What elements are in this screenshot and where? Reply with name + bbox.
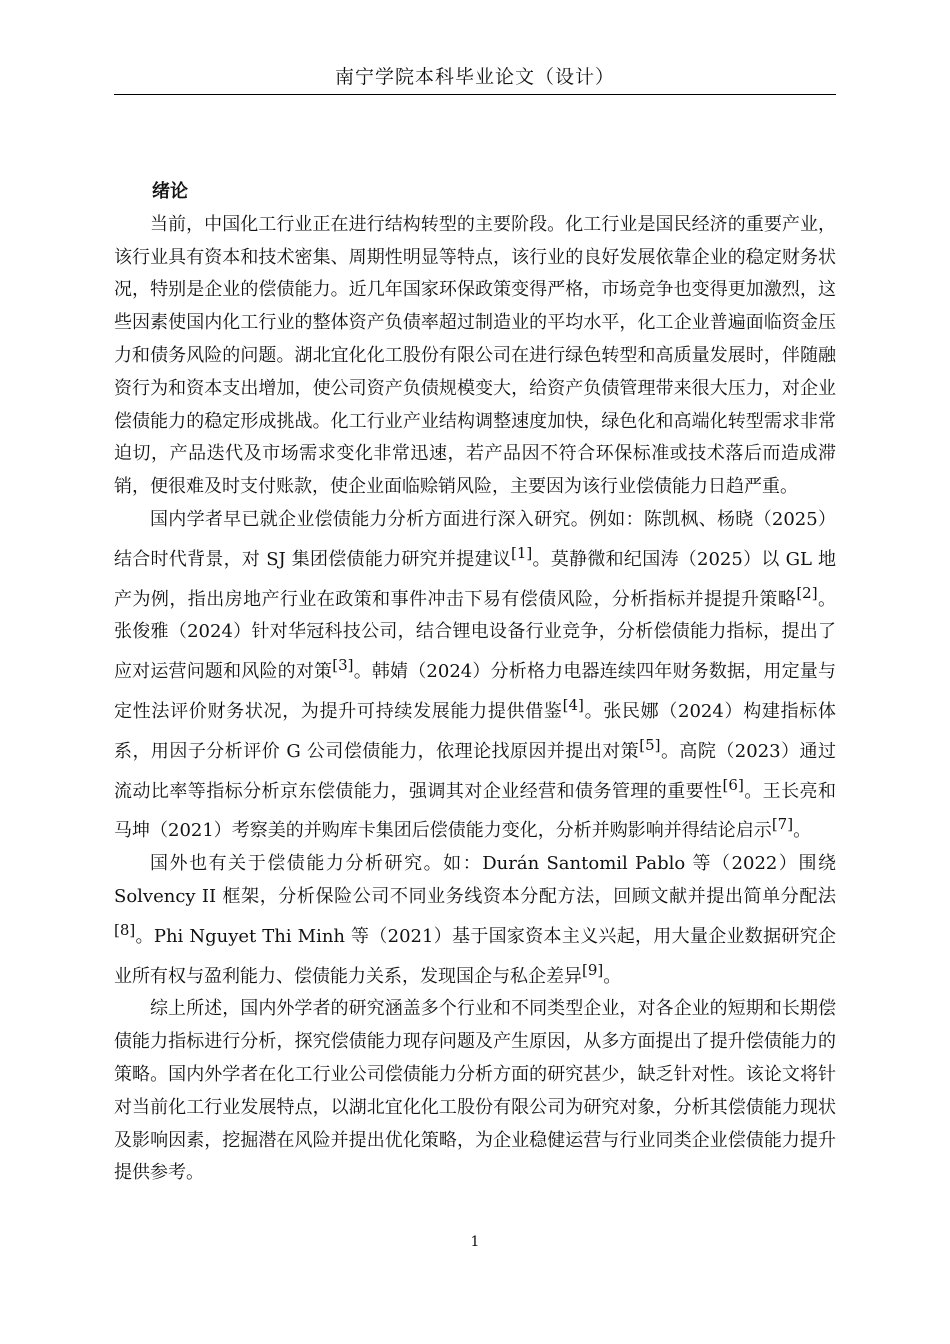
text-segment: 。张俊雅（2024）针对华冠科技公司，结合锂电设备行业竞争，分析偿债能力指标，提出了应对运营问题和风险的对策 [114,588,837,683]
citation-ref: [2] [796,583,818,602]
text-segment: 。高院（2023）通过流动比率等指标分析京东偿债能力，强调其对企业经营和债务管理的重要性 [114,740,836,802]
text-segment: 。莫静微和纪国涛（2025）以 GL 地产为例，指出房地产行业在政策和事件冲击下易有偿债风险，分析指标并提提升策略 [114,548,836,610]
citation-ref: [3] [332,656,354,675]
citation-ref: [1] [511,543,533,562]
text-segment: 。张民娜（2024）构建指标体系，用因子分析评价 G 公司偿债能力，依理论找原因并提出对策 [114,700,836,762]
paragraph-foreign-research [114,848,836,993]
text-segment: 。王长亮和马坤（2021）考察美的并购库卡集团后偿债能力变化，分析并购影响并得结论启示 [114,780,837,842]
text-segment: 。Phi Nguyet Thi Minh 等（2021）基于国家资本主义兴起，用大量企业数据研究企业所有权与盈利能力、偿债能力关系，发现国企与私企差异 [114,925,836,987]
text-segment: 。韩婧（2024）分析格力电器连续四年财务数据，用定量与定性法评价财务状况，为提升可持续发展能力提供借鉴 [114,661,836,722]
text-segment: 。 [793,820,812,842]
page-body [114,176,836,1190]
text-segment: 国内学者早已就企业偿债能力分析方面进行深入研究。例如：陈凯枫、杨晓（2025）结合时代背景，对 SJ 集团偿债能力研究并提建议 [114,508,836,570]
paragraph-intro: 当前，中国化工行业正在进行结构转型的主要阶段。化工行业是国民经济的重要产业，该行业具有资本和技术密集、周期性明显等特点，该行业的良好发展依靠企业的稳定财务状况，特别是企业的偿债能力。近几年国家环保政策变得严格，市场竞争也变得更加激烈，这些因素使国内化工行业的整体资产负债率超过制造业的平均水平，化工企业普遍面临资金压力和债务风险的问题。湖北宜化化工股份有限公司在进行绿色转型和高质量发展时，伴随融资行为和资本支出增加，使公司资产负债规模变大，给资产负债管理带来很大压力，对企业偿债能力的稳定形成挑战。化工行业产业结构调整速度加快，绿色化和高端化转型需求非常迫切，产品迭代及市场需求变化非常迅速，若产品因不符合环保标准或技术落后而造成滞销，便很难及时支付账款，使企业面临赊销风险，主要因为该行业偿债能力日趋严重。 [114,213,836,498]
paragraph-domestic-research [114,504,836,848]
section-title: 绪论 [152,181,188,202]
text-segment: 国外也有关于偿债能力分析研究。如：Durán Santomil Pablo 等（2022）围绕 Solvency II 框架，分析保险公司不同业务线资本分配方法，回顾文献并提出简单分配法 [114,853,836,907]
citation-ref: [5] [639,735,661,754]
page-header: 南宁学院本科毕业论文（设计） [334,66,615,88]
text-segment: 。 [603,965,622,987]
citation-ref: [6] [722,775,744,794]
page-number: 1 [470,1234,480,1250]
citation-ref: [7] [771,815,794,834]
citation-ref: [8] [114,920,136,939]
citation-ref: [9] [582,960,604,979]
citation-ref: [4] [562,695,584,714]
header-divider [114,94,836,95]
paragraph-summary: 综上所述，国内外学者的研究涵盖多个行业和不同类型企业，对各企业的短期和长期偿债能力指标进行分析，探究偿债能力现存问题及产生原因，从多方面提出了提升偿债能力的策略。国内外学者在化工行业公司偿债能力分析方面的研究甚少，缺乏针对性。该论文将针对当前化工行业发展特点，以湖北宜化化工股份有限公司为研究对象，分析其偿债能力现状及影响因素，挖掘潜在风险并提出优化策略，为企业稳健运营与行业同类企业偿债能力提升提供参考。 [114,998,836,1184]
